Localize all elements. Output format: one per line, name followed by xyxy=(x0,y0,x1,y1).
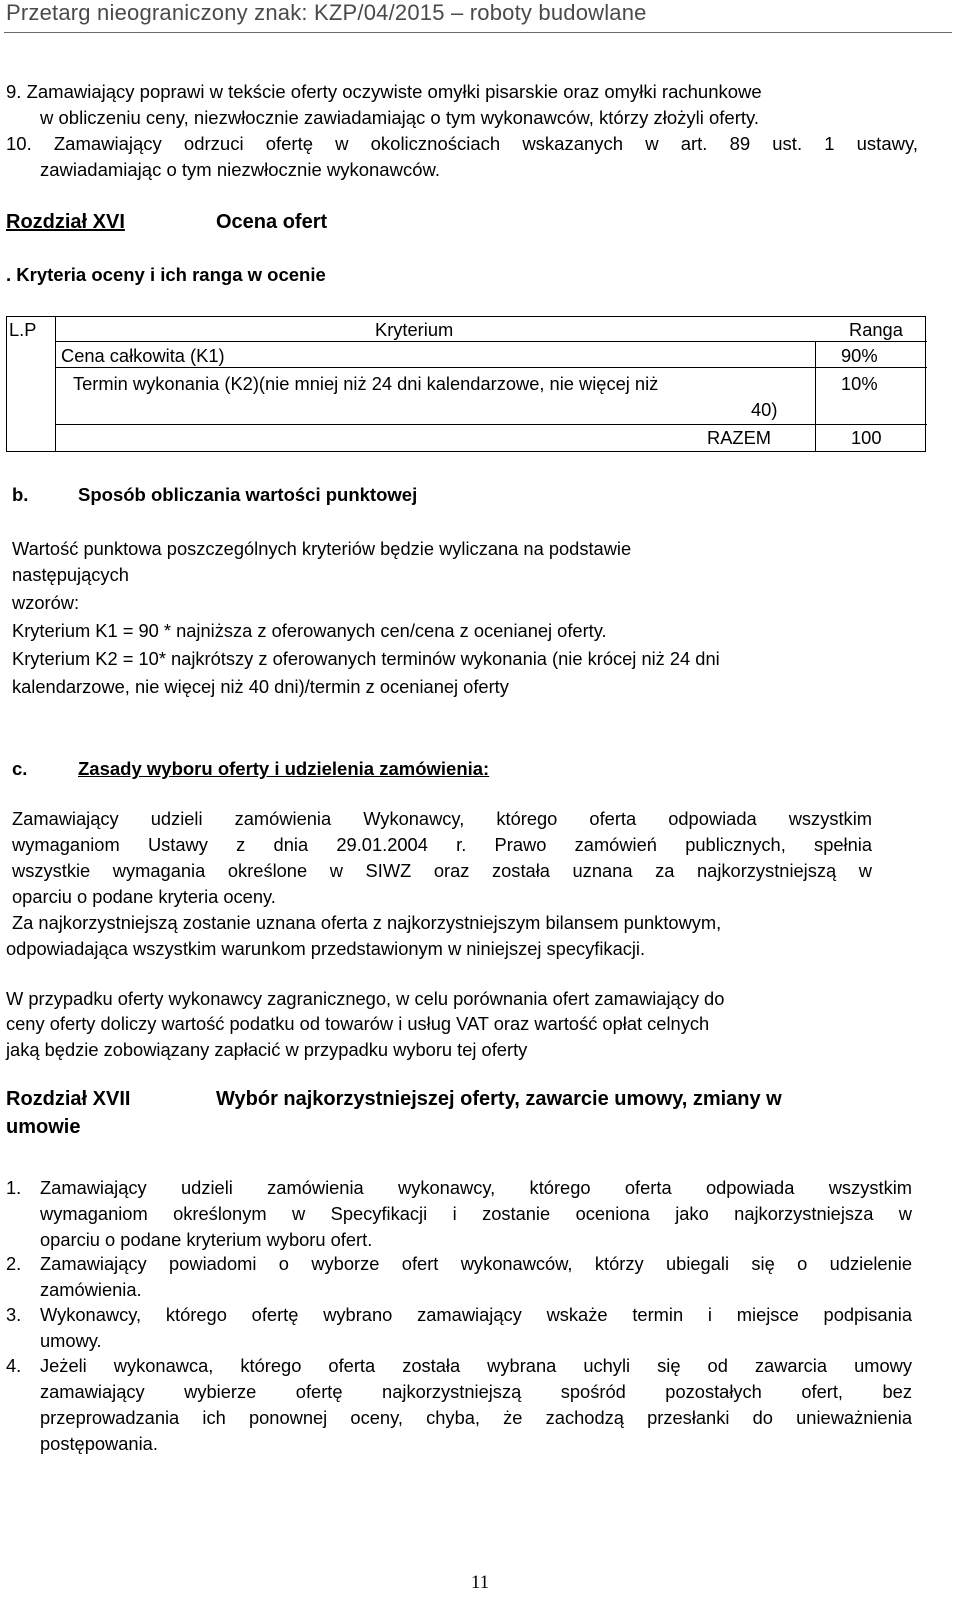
table-header-rank: Ranga xyxy=(849,319,903,340)
paragraph-line: wymaganiom Ustawy z dnia 29.01.2004 r. Prawo zamówień publicznych, spełnia xyxy=(12,834,872,855)
table-cell-rank: 10% xyxy=(841,373,878,394)
section-b-marker: b. xyxy=(12,484,29,505)
chapter-17-title-cont: umowie xyxy=(6,1116,81,1138)
paragraph-line: Za najkorzystniejszą zostanie uznana oferta z najkorzystniejszym bilansem punktowym, xyxy=(12,912,722,933)
item-10-line-1: 10. Zamawiający odrzuci ofertę w okolicznościach wskazanych w art. 89 ust. 1 ustawy, xyxy=(6,133,918,154)
section-c-marker: c. xyxy=(12,758,28,779)
table-cell-criterion: Termin wykonania (K2)(nie mniej niż 24 dni kalendarzowe, nie więcej niż xyxy=(73,373,659,394)
table-header-lp: L.P xyxy=(9,319,37,340)
paragraph-line: oparciu o podane kryteria oceny. xyxy=(12,886,276,907)
paragraph-line: jaką będzie zobowiązany zapłacić w przypadku wyboru tej oferty xyxy=(6,1039,528,1060)
item-9-line-1: 9. Zamawiający poprawi w tekście oferty oczywiste omyłki pisarskie oraz omyłki rachunkowe xyxy=(6,81,762,102)
header-divider xyxy=(4,32,952,33)
list-item-line: Zamawiający powiadomi o wyborze ofert wykonawców, którzy ubiegali się o udzielenie xyxy=(40,1253,912,1274)
formula-k2: Kryterium K2 = 10* najkrótszy z oferowanych terminów wykonania (nie krócej niż 24 dni xyxy=(12,648,720,669)
criteria-table xyxy=(6,316,926,452)
chapter-16-label: Rozdział XVI xyxy=(6,211,125,233)
table-cell-rank: 90% xyxy=(841,345,878,366)
section-c-title: Zasady wyboru oferty i udzielenia zamówienia: xyxy=(78,758,490,779)
formula-k2-cont: kalendarzowe, nie więcej niż 40 dni)/termin z ocenianej oferty xyxy=(12,676,509,697)
list-item-number: 2. xyxy=(6,1253,22,1274)
list-item-line: wymaganiom określonym w Specyfikacji i zostanie oceniona jako najkorzystniejsza w xyxy=(40,1203,912,1224)
paragraph-line: Zamawiający udzieli zamówienia Wykonawcy, którego oferta odpowiada wszystkim xyxy=(12,808,872,829)
paragraph-line: wszystkie wymagania określone w SIWZ oraz została uznana za najkorzystniejszą w xyxy=(12,860,872,881)
list-item-line: Zamawiający udzieli zamówienia wykonawcy, którego oferta odpowiada wszystkim xyxy=(40,1177,912,1198)
list-item-line: oparciu o podane kryterium wyboru ofert. xyxy=(40,1229,373,1250)
paragraph-line: odpowiadająca wszystkim warunkom przedstawionym w niniejszej specyfikacji. xyxy=(6,938,646,959)
chapter-17-title: Wybór najkorzystniejszej oferty, zawarcie umowy, zmiany w xyxy=(216,1088,782,1110)
section-b-line: następujących xyxy=(12,564,129,585)
table-total-value: 100 xyxy=(851,427,882,448)
list-item-line: postępowania. xyxy=(40,1433,158,1454)
paragraph-line: W przypadku oferty wykonawcy zagranicznego, w celu porównania ofert zamawiający do xyxy=(6,988,725,1009)
page-number: 11 xyxy=(470,1572,490,1593)
paragraph-line: ceny oferty doliczy wartość podatku od towarów i usług VAT oraz wartość opłat celnych xyxy=(6,1013,710,1034)
formula-k1: Kryterium K1 = 90 * najniższa z oferowanych cen/cena z ocenianej oferty. xyxy=(12,620,607,641)
table-cell-criterion: Cena całkowita (K1) xyxy=(61,345,225,366)
table-total-label: RAZEM xyxy=(707,427,771,448)
list-item-line: zamówienia. xyxy=(40,1279,142,1300)
list-item-number: 3. xyxy=(6,1304,22,1325)
section-b-line: wzorów: xyxy=(12,592,80,613)
chapter-17-label: Rozdział XVII xyxy=(6,1088,131,1110)
subsection-criteria-heading: . Kryteria oceny i ich ranga w ocenie xyxy=(6,264,326,285)
table-column-divider xyxy=(815,341,816,452)
item-10-line-2: zawiadamiając o tym niezwłocznie wykonawców. xyxy=(40,159,440,180)
list-item-line: Jeżeli wykonawca, którego oferta została wybrana uchyli się od zawarcia umowy xyxy=(40,1355,912,1376)
table-header-criterion: Kryterium xyxy=(375,319,454,340)
list-item-line: umowy. xyxy=(40,1330,102,1351)
section-b-title: Sposób obliczania wartości punktowej xyxy=(78,484,418,505)
document-header: Przetarg nieograniczony znak: KZP/04/2015 – roboty budowlane xyxy=(6,0,647,25)
list-item-number: 4. xyxy=(6,1355,22,1376)
table-cell-criterion-cont: 40) xyxy=(751,399,778,420)
table-row-divider xyxy=(55,341,927,342)
section-b-line: Wartość punktowa poszczególnych kryteriów będzie wyliczana na podstawie xyxy=(12,538,632,559)
table-column-divider xyxy=(55,316,56,452)
item-9-line-2: w obliczeniu ceny, niezwłocznie zawiadamiając o tym wykonawców, którzy złożyli oferty. xyxy=(40,107,760,128)
list-item-line: przeprowadzania ich ponownej oceny, chyba, że zachodzą przesłanki do unieważnienia xyxy=(40,1407,912,1428)
chapter-16-title: Ocena ofert xyxy=(216,211,328,233)
table-row-divider xyxy=(55,424,927,425)
list-item-line: zamawiający wybierze ofertę najkorzystniejszą spośród pozostałych ofert, bez xyxy=(40,1381,912,1402)
list-item-line: Wykonawcy, którego ofertę wybrano zamawiający wskaże termin i miejsce podpisania xyxy=(40,1304,912,1325)
list-item-number: 1. xyxy=(6,1177,22,1198)
